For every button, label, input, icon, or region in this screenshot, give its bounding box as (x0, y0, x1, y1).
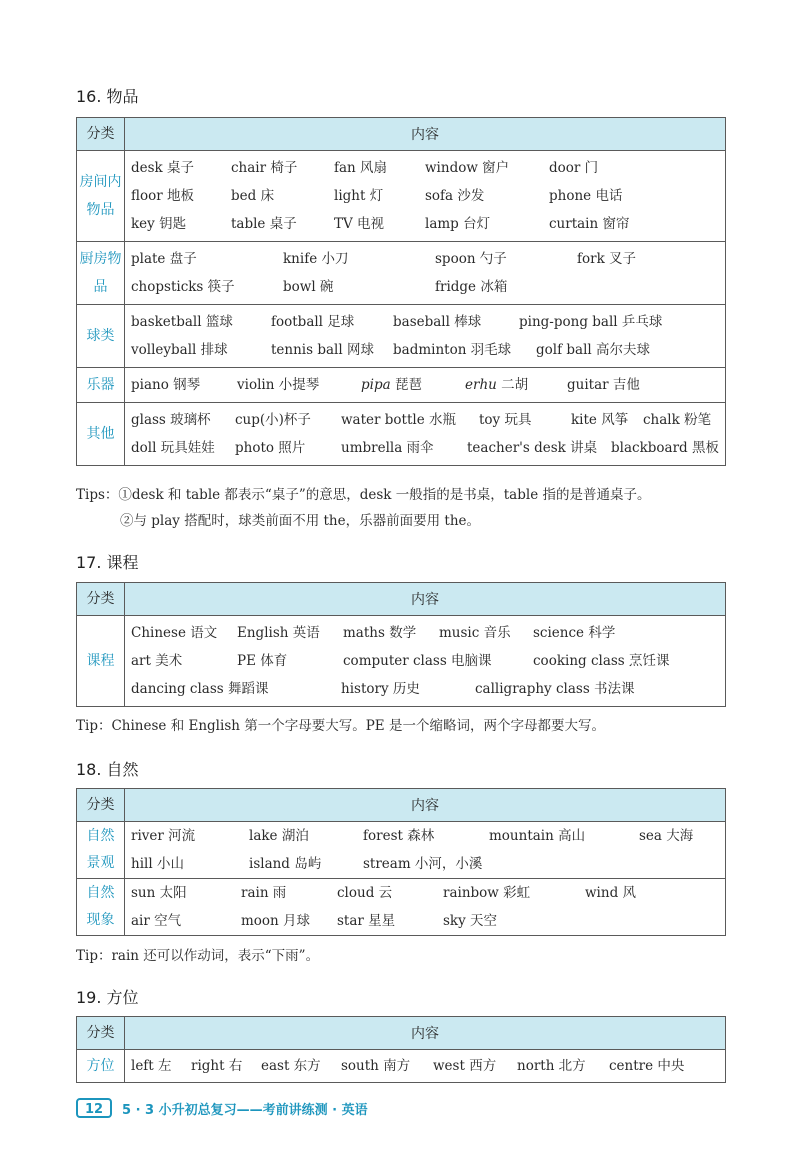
tip-text: Tip：rain 还可以作动词，表示“下雨”。 (76, 948, 320, 964)
tip-text: Tips：①desk 和 table 都表示“桌子”的意思，desk 一般指的是书桌，table 指的是普通桌子。 (76, 487, 651, 503)
table-row (77, 879, 726, 936)
word-item: PE 体育 (237, 653, 288, 669)
content-line (131, 406, 719, 434)
word-item: history 历史 (341, 681, 420, 697)
word-item: dancing class 舞蹈课 (131, 681, 269, 697)
word-item: river 河流 (131, 828, 196, 844)
word-item: stream 小河，小溪 (363, 856, 483, 872)
vocab-table-17 (76, 582, 726, 707)
content-line (131, 182, 719, 210)
row-content (125, 879, 726, 936)
content-line (131, 850, 719, 878)
word-item: knife 小刀 (283, 251, 349, 267)
word-item: star 星星 (337, 913, 396, 929)
word-item: table 桌子 (231, 216, 297, 232)
content-line (131, 245, 719, 273)
category-label: 乐器 (86, 377, 115, 393)
header-category: 分类 (77, 118, 125, 151)
row-category (77, 151, 125, 242)
content-line (131, 434, 719, 462)
word-item: curtain 窗帘 (549, 216, 630, 232)
word-item: left 左 (131, 1058, 172, 1074)
row-category (77, 305, 125, 368)
word-item: calligraphy class 书法课 (475, 681, 635, 697)
word-item: key 钥匙 (131, 216, 187, 232)
table-row (77, 151, 726, 242)
word-item: door 门 (549, 160, 599, 176)
word-item: sea 大海 (639, 828, 694, 844)
header-category: 分类 (77, 1017, 125, 1050)
row-content (125, 1050, 726, 1083)
word-item: piano 钢琴 (131, 377, 201, 393)
word-item: baseball 棒球 (393, 314, 482, 330)
category-label: 方位 (86, 1058, 115, 1074)
word-item: art 美术 (131, 653, 183, 669)
word-item: cloud 云 (337, 885, 393, 901)
word-item: west 西方 (433, 1058, 497, 1074)
word-item: rain 雨 (241, 885, 287, 901)
word-item: plate 盘子 (131, 251, 197, 267)
row-category (77, 879, 125, 936)
row-content (125, 403, 726, 466)
word-item: bowl 碗 (283, 279, 334, 295)
word-item: music 音乐 (439, 625, 511, 641)
word-item: TV 电视 (334, 216, 385, 232)
content-line (131, 210, 719, 238)
tip-text: ②与 play 搭配时，球类前面不用 the，乐器前面要用 the。 (120, 513, 481, 529)
row-content (125, 368, 726, 403)
content-line (131, 371, 719, 399)
word-item: mountain 高山 (489, 828, 586, 844)
book-title: 5 · 3 小升初总复习——考前讲练测 · 英语 (122, 1102, 368, 1118)
category-label: 课程 (86, 653, 115, 669)
row-content (125, 616, 726, 707)
row-category (77, 242, 125, 305)
word-item: water bottle 水瓶 (341, 412, 456, 428)
table-row (77, 305, 726, 368)
word-item: glass 玻璃杯 (131, 412, 211, 428)
category-label: 厨房物品 (79, 251, 122, 295)
header-content: 内容 (125, 583, 726, 616)
word-item: fan 风扇 (334, 160, 388, 176)
word-item: right 右 (191, 1058, 243, 1074)
row-content (125, 242, 726, 305)
content-line (131, 907, 719, 935)
word-item: Chinese 语文 (131, 625, 218, 641)
table-row (77, 1050, 726, 1083)
content-line (131, 822, 719, 850)
table-row (77, 822, 726, 879)
word-item: cup(小)杯子 (235, 412, 311, 428)
content-line (131, 647, 719, 675)
header-content: 内容 (125, 789, 726, 822)
word-item: volleyball 排球 (131, 342, 228, 358)
word-item: cooking class 烹饪课 (533, 653, 670, 669)
content-line (131, 619, 719, 647)
row-category (77, 616, 125, 707)
table-row (77, 403, 726, 466)
word-item: basketball 篮球 (131, 314, 233, 330)
word-item: island 岛屿 (249, 856, 322, 872)
row-category (77, 368, 125, 403)
table-row (77, 616, 726, 707)
word-item: English 英语 (237, 625, 320, 641)
content-line (131, 336, 719, 364)
word-item: fridge 冰箱 (435, 279, 508, 295)
word-item: phone 电话 (549, 188, 623, 204)
row-category (77, 1050, 125, 1083)
word-item: science 科学 (533, 625, 616, 641)
word-item: violin 小提琴 (237, 377, 320, 393)
word-item: light 灯 (334, 188, 384, 204)
word-item: lamp 台灯 (425, 216, 491, 232)
content-line (131, 1052, 719, 1080)
word-item: wind 风 (585, 885, 637, 901)
word-item: guitar 吉他 (567, 377, 640, 393)
category-label: 球类 (86, 328, 115, 344)
tip-text: Tip：Chinese 和 English 第一个字母要大写。PE 是一个缩略词，两个字母都要大写。 (76, 718, 605, 734)
word-item: bed 床 (231, 188, 275, 204)
vocab-table-19 (76, 1016, 726, 1083)
word-item: badminton 羽毛球 (393, 342, 512, 358)
word-item: umbrella 雨伞 (341, 440, 434, 456)
section-title-16: 16. 物品 (76, 87, 139, 106)
content-line (131, 273, 719, 301)
word-item: forest 森林 (363, 828, 435, 844)
row-content (125, 151, 726, 242)
word-item: sky 天空 (443, 913, 498, 929)
table-row (77, 242, 726, 305)
content-line (131, 879, 719, 907)
header-category: 分类 (77, 583, 125, 616)
vocab-table-18 (76, 788, 726, 936)
word-item: blackboard 黑板 (611, 440, 719, 456)
word-item: north 北方 (517, 1058, 586, 1074)
word-item: golf ball 高尔夫球 (536, 342, 650, 358)
vocab-table-16 (76, 117, 726, 466)
header-content: 内容 (125, 1017, 726, 1050)
word-item: erhu 二胡 (465, 377, 529, 393)
section-title-18: 18. 自然 (76, 760, 139, 779)
word-item: fork 叉子 (577, 251, 637, 267)
word-item: spoon 勺子 (435, 251, 507, 267)
word-item: chair 椅子 (231, 160, 298, 176)
word-item: floor 地板 (131, 188, 195, 204)
section-title-17: 17. 课程 (76, 553, 139, 572)
row-content (125, 822, 726, 879)
row-category (77, 403, 125, 466)
word-item: ping-pong ball 乒乓球 (519, 314, 663, 330)
content-line (131, 675, 719, 703)
category-label: 自然现象 (86, 885, 115, 928)
word-item: kite 风筝 (571, 412, 629, 428)
word-item: chopsticks 筷子 (131, 279, 235, 295)
word-item: moon 月球 (241, 913, 311, 929)
content-line (131, 308, 719, 336)
content-line (131, 154, 719, 182)
row-content (125, 305, 726, 368)
word-item: centre 中央 (609, 1058, 685, 1074)
word-item: sun 太阳 (131, 885, 187, 901)
category-label: 自然景观 (86, 828, 115, 871)
category-label: 其他 (86, 426, 115, 442)
word-item: doll 玩具娃娃 (131, 440, 215, 456)
word-item: air 空气 (131, 913, 182, 929)
category-label: 房间内物品 (79, 174, 122, 218)
word-item: tennis ball 网球 (271, 342, 374, 358)
word-item: lake 湖泊 (249, 828, 309, 844)
section-title-19: 19. 方位 (76, 988, 139, 1007)
word-item: football 足球 (271, 314, 355, 330)
word-item: window 窗户 (425, 160, 510, 176)
word-item: photo 照片 (235, 440, 306, 456)
word-item: toy 玩具 (479, 412, 532, 428)
row-category (77, 822, 125, 879)
word-item: maths 数学 (343, 625, 417, 641)
page-number: 12 (76, 1098, 112, 1118)
word-item: hill 小山 (131, 856, 184, 872)
table-row (77, 368, 726, 403)
word-item: sofa 沙发 (425, 188, 485, 204)
word-item: teacher's desk 讲桌 (467, 440, 598, 456)
word-item: rainbow 彩虹 (443, 885, 531, 901)
word-item: desk 桌子 (131, 160, 195, 176)
word-item: south 南方 (341, 1058, 411, 1074)
word-item: computer class 电脑课 (343, 653, 492, 669)
page-footer (76, 1098, 368, 1118)
header-category: 分类 (77, 789, 125, 822)
word-item: east 东方 (261, 1058, 321, 1074)
word-item: chalk 粉笔 (643, 412, 712, 428)
header-content: 内容 (125, 118, 726, 151)
word-item: pipa 琵琶 (361, 377, 422, 393)
